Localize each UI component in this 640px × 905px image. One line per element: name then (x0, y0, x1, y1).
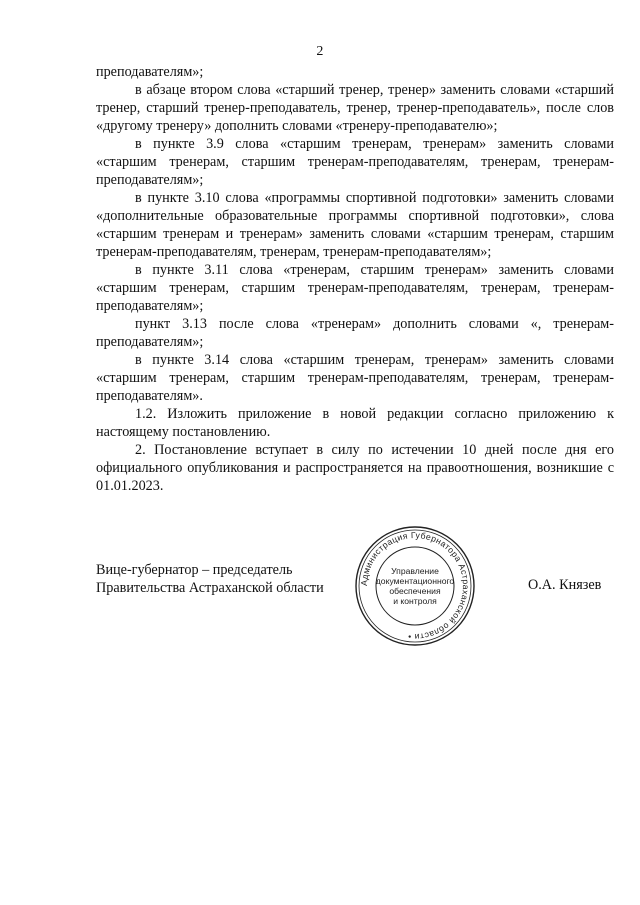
stamp-ring-text: Администрация Губернатора Астраханской области • (358, 529, 472, 643)
signatory-position (96, 561, 324, 597)
signatory-position-line2: Правительства Астраханской области (96, 580, 324, 596)
paragraph-continuation: преподавателям»; (96, 64, 204, 80)
stamp-line-2: документационного (375, 576, 455, 586)
stamp-line-4: и контроля (393, 596, 437, 606)
document-body (96, 63, 614, 495)
stamp-line-1: Управление (391, 566, 439, 576)
paragraph-amendment-3-10: в пункте 3.10 слова «программы спортивной подготовки» заменить словами «дополнительные образовательные программы спортивной подготовки», слова «старшим тренерам и тренерам» заменить словами «старшим тренерам, старшим тренерам-преподавателям, тренерам, тренерам-преподавателям»; (96, 190, 614, 260)
paragraph-amendment-3-13: пункт 3.13 после слова «тренерам» дополнить словами «, тренерам-преподавателям»; (96, 316, 614, 350)
stamp-line-3: обеспечения (389, 586, 441, 596)
paragraph-amendment-3-9: в пункте 3.9 слова «старшим тренерам, тренерам» заменить словами «старшим тренерам, старшим тренерам-преподавателям, тренерам, тренерам-преподавателям»; (96, 136, 614, 188)
stamp-inner-text (354, 525, 476, 647)
paragraph-item-2: 2. Постановление вступает в силу по истечении 10 дней после дня его официального опубликования и распространяется на правоотношения, возникшие с 01.01.2023. (96, 442, 614, 494)
signatory-position-line1: Вице-губернатор – председатель (96, 562, 293, 578)
page-number: 2 (316, 44, 324, 59)
signatory-name: О.А. Князев (528, 577, 602, 593)
paragraph-amendment-3-11: в пункте 3.11 слова «тренерам, старшим тренерам» заменить словами «старшим тренерам, старшим тренерам-преподавателям, тренерам, тренерам-преподавателям»; (96, 262, 614, 314)
official-stamp (354, 525, 476, 647)
paragraph-item-1-2: 1.2. Изложить приложение в новой редакции согласно приложению к настоящему постановлению. (96, 406, 614, 440)
paragraph-amendment-3-14: в пункте 3.14 слова «старшим тренерам, тренерам» заменить словами «старшим тренерам, старшим тренерам-преподавателям, тренерам, тренерам-преподавателям». (96, 352, 614, 404)
paragraph-amendment-abzac: в абзаце втором слова «старший тренер, тренер» заменить словами «старший тренер, старший тренер-преподаватель, тренер, тренер-преподаватель», после слов «другому тренеру» дополнить словами «тренеру-преподавателю»; (96, 82, 614, 134)
